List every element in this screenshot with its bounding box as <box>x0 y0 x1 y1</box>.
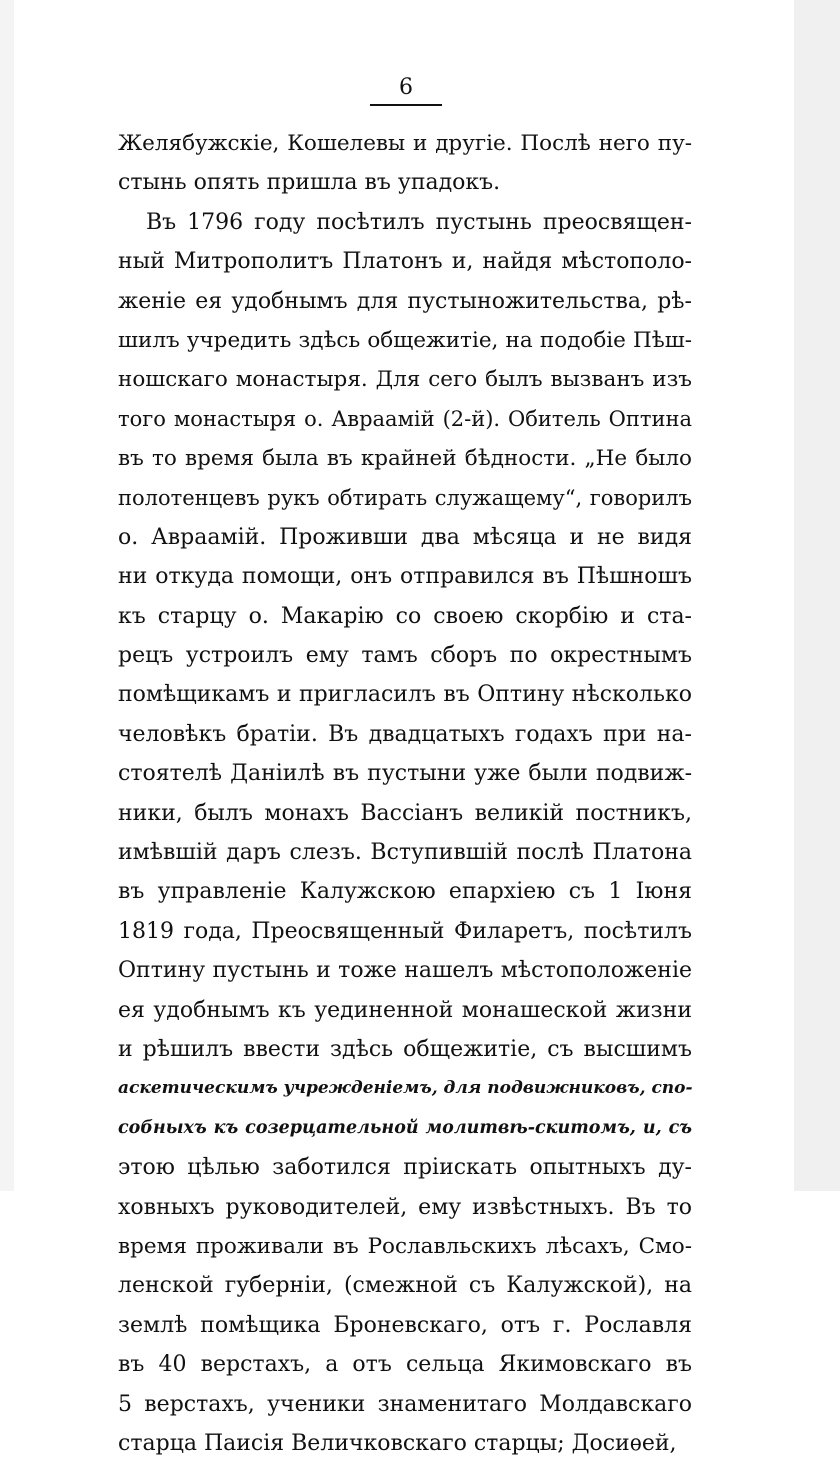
text-line: 5 верстахъ, ученики знаменитаго Молдавскаго <box>118 1391 692 1417</box>
text-line: время проживали въ Рославльскихъ лѣсахъ, Смо- <box>118 1233 692 1259</box>
text-line: шилъ учредить здѣсь общежитіе, на подобіе Пѣш- <box>118 327 692 353</box>
text-line: ники, былъ монахъ Вассіанъ великій постникъ, <box>118 800 692 826</box>
text-line: къ старцу о. Макарію со своею скорбію и ста- <box>118 603 692 629</box>
page-number: 6 <box>399 75 413 100</box>
text-line: имѣвшій даръ слезъ. Вступившій послѣ Платона <box>118 840 692 866</box>
text-line-emphasis: собныхъ къ созерцательной молитвѣ-скитомъ, и, съ <box>118 1117 692 1138</box>
text-line: того монастыря о. Авраамій (2-й). Обитель Оптина <box>118 406 692 431</box>
text-line-emphasis: аскетическимъ учрежденіемъ, для подвижниковъ, спо- <box>118 1078 693 1099</box>
scan-edge-right <box>794 0 840 1191</box>
scan-edge-left <box>0 0 14 1191</box>
text-line: этою цѣлью заботился пріискать опытныхъ ду- <box>118 1155 692 1181</box>
text-line: ея удобнымъ къ уединенной монашеской жизни <box>118 997 692 1023</box>
text-line: ный Митрополитъ Платонъ и, найдя мѣстополо- <box>118 249 692 275</box>
text-line: ленской губерніи, (смежной съ Калужской), на <box>118 1273 692 1299</box>
text-line: рецъ устроилъ ему тамъ сборъ по окрестнымъ <box>118 643 692 669</box>
text-line: ховныхъ руководителей, ему извѣстныхъ. Въ то <box>118 1194 692 1220</box>
body-text <box>118 124 692 1463</box>
page-number-rule <box>370 104 442 106</box>
text-line: стынь опять пришла въ упадокъ. <box>118 170 501 196</box>
text-line: землѣ помѣщика Броневскаго, отъ г. Рославля <box>118 1312 692 1338</box>
text-line: въ управленіе Калужскою епархіею съ 1 Іюня <box>118 879 692 905</box>
text-line: полотенцевъ рукъ обтирать служащему“, говорилъ <box>118 485 692 510</box>
text-line: Въ 1796 году посѣтилъ пустынь преосвящен- <box>146 209 692 235</box>
text-line: и рѣшилъ ввести здѣсь общежитіе, съ высшимъ <box>118 1036 692 1062</box>
text-line: о. Авраамій. Проживши два мѣсяца и не видя <box>118 524 692 550</box>
text-line: 1819 года, Преосвященный Филаретъ, посѣтилъ <box>118 918 692 944</box>
text-line: стоятелѣ Даніилѣ въ пустыни уже были подвиж- <box>118 761 692 787</box>
text-line: въ то время была въ крайней бѣдности. „Не было <box>118 446 692 472</box>
text-line: въ 40 верстахъ, а отъ сельца Якимовскаго въ <box>118 1352 692 1378</box>
text-line: Оптину пустынь и тоже нашелъ мѣстоположеніе <box>118 958 692 984</box>
text-line: женіе ея удобнымъ для пустыножительства, рѣ- <box>118 288 692 314</box>
text-line: ни откуда помощи, онъ отправился въ Пѣшношъ <box>118 564 692 590</box>
text-line: человѣкъ братіи. Въ двадцатыхъ годахъ при на- <box>118 721 692 747</box>
text-line: старца Паисія Величковскаго старцы; Досиѳей, <box>118 1430 677 1456</box>
text-line: ношскаго монастыря. Для сего былъ вызванъ изъ <box>118 367 692 393</box>
text-line: помѣщикамъ и пригласилъ въ Оптину нѣсколько <box>118 682 692 708</box>
text-line: Желябужскіе, Кошелевы и другіе. Послѣ него пу- <box>118 131 692 156</box>
